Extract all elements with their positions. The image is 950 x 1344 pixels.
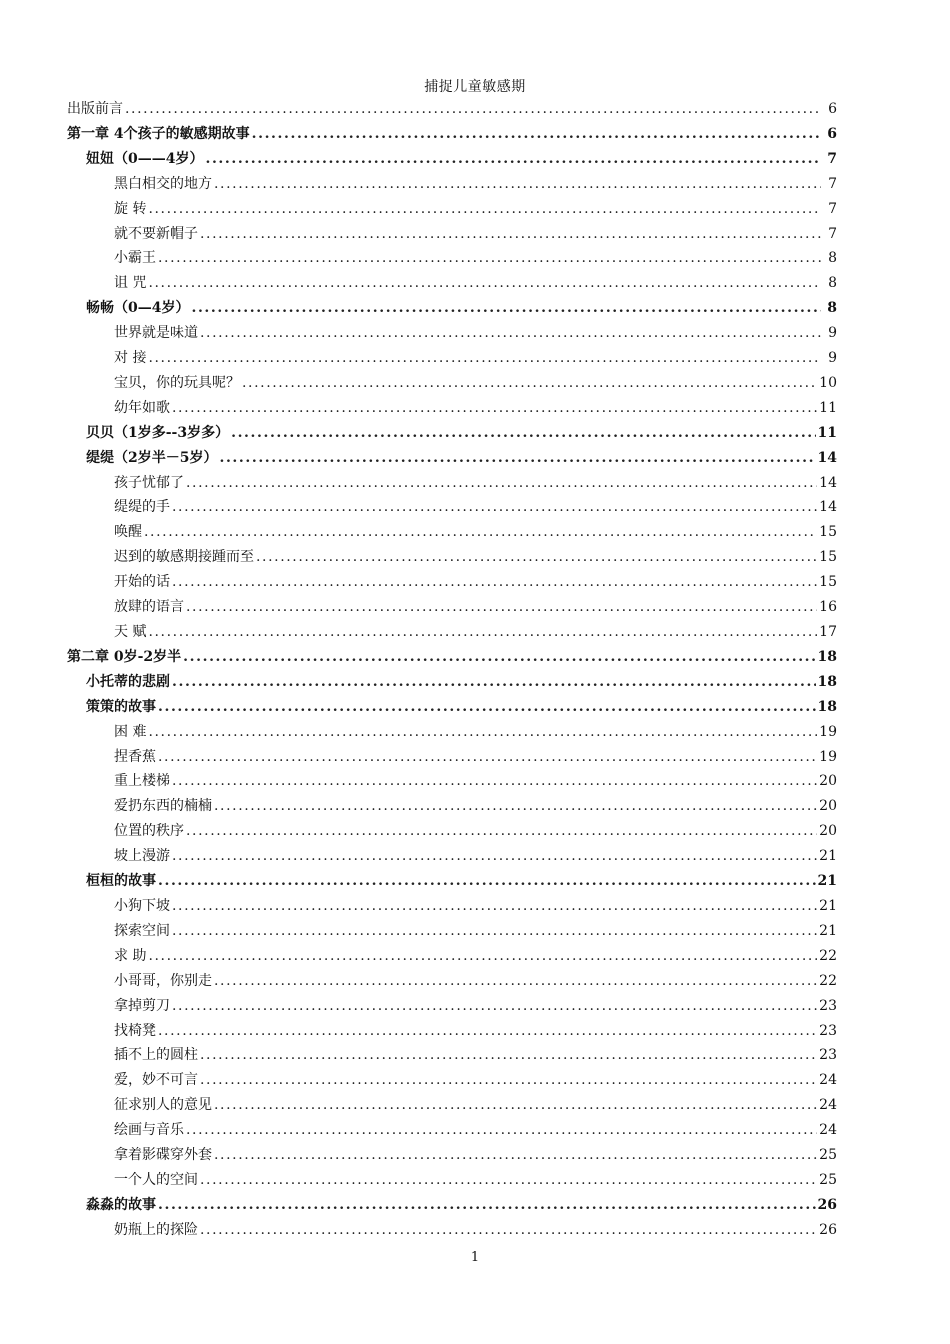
toc-entry-label: 开始的话: [114, 574, 170, 591]
toc-dot-leader: [186, 1118, 817, 1143]
toc-entry-label: 第二章 0岁-2岁半: [67, 648, 182, 665]
toc-dot-leader: [200, 1043, 817, 1068]
toc-entry-label: 奶瓶上的探险: [114, 1221, 198, 1238]
toc-entry-label: 迟到的敏感期接踵而至: [114, 549, 254, 566]
toc-entry[interactable]: [67, 197, 837, 222]
toc-entry[interactable]: [67, 745, 837, 770]
toc-dot-leader: [186, 819, 817, 844]
toc-entry-label: 缇缇（2岁半－5岁）: [86, 449, 218, 466]
toc-entry[interactable]: [67, 844, 837, 869]
toc-dot-leader: [172, 496, 817, 521]
toc-dot-leader: [125, 97, 821, 122]
toc-entry[interactable]: [67, 919, 837, 944]
toc-entry-page: 14: [819, 499, 837, 516]
toc-entry-label: 天 赋: [114, 624, 147, 641]
toc-entry-page: 21: [819, 848, 837, 865]
toc-entry-page: 19: [819, 723, 837, 740]
toc-dot-leader: [158, 1193, 816, 1218]
toc-dot-leader: [172, 994, 817, 1019]
toc-dot-leader: [172, 919, 817, 944]
toc-dot-leader: [158, 745, 817, 770]
toc-entry-label: 拿掉剪刀: [114, 997, 170, 1014]
toc-dot-leader: [172, 670, 816, 695]
toc-entry[interactable]: [67, 570, 837, 595]
toc-entry-label: 妞妞（0——4岁）: [86, 150, 204, 167]
toc-dot-leader: [200, 1168, 817, 1193]
toc-entry-page: 25: [819, 1147, 837, 1164]
toc-entry[interactable]: [67, 620, 837, 645]
toc-entry-page: 20: [819, 773, 837, 790]
toc-entry[interactable]: [67, 371, 837, 396]
toc-entry[interactable]: [67, 97, 837, 122]
toc-entry-page: 24: [819, 1122, 837, 1139]
toc-dot-leader: [148, 620, 817, 645]
toc-entry-label: 征求别人的意见: [114, 1097, 212, 1114]
toc-entry-label: 世界就是味道: [114, 325, 198, 342]
toc-dot-leader: [148, 720, 817, 745]
toc-entry[interactable]: [67, 1043, 837, 1068]
toc-entry-label: 重上楼梯: [114, 773, 170, 790]
toc-dot-leader: [148, 944, 817, 969]
toc-entry-page: 8: [827, 300, 837, 317]
toc-entry[interactable]: [67, 222, 837, 247]
toc-entry[interactable]: [67, 969, 837, 994]
toc-entry-page: 6: [827, 125, 837, 142]
toc-dot-leader: [186, 471, 817, 496]
toc-entry-page: 21: [817, 873, 837, 890]
toc-entry-label: 策策的故事: [86, 698, 156, 715]
toc-entry-page: 14: [817, 449, 837, 466]
toc-dot-leader: [200, 321, 821, 346]
page-number: 1: [470, 1250, 480, 1265]
toc-entry-label: 淼淼的故事: [86, 1196, 156, 1213]
toc-entry[interactable]: [67, 1118, 837, 1143]
toc-dot-leader: [172, 769, 817, 794]
toc-entry[interactable]: [67, 496, 837, 521]
toc-entry-label: 一个人的空间: [114, 1171, 198, 1188]
toc-entry-label: 出版前言: [67, 100, 123, 117]
toc-entry[interactable]: [67, 396, 837, 421]
toc-dot-leader: [172, 570, 817, 595]
toc-entry-page: 18: [817, 673, 837, 690]
toc-dot-leader: [214, 794, 817, 819]
toc-entry[interactable]: [67, 1218, 837, 1243]
toc-dot-leader: [172, 844, 817, 869]
toc-entry[interactable]: [67, 1193, 837, 1218]
toc-entry-page: 14: [819, 474, 837, 491]
toc-entry-label: 黑白相交的地方: [114, 175, 212, 192]
toc-entry-page: 6: [828, 100, 837, 117]
toc-entry-page: 24: [819, 1072, 837, 1089]
toc-dot-leader: [219, 446, 815, 471]
toc-entry-label: 求 助: [114, 947, 147, 964]
toc-entry-page: 26: [817, 1196, 837, 1213]
toc-dot-leader: [158, 1019, 817, 1044]
toc-entry-page: 7: [828, 225, 837, 242]
toc-entry-label: 找椅凳: [114, 1022, 156, 1039]
toc-entry-page: 20: [819, 798, 837, 815]
toc-entry[interactable]: [67, 944, 837, 969]
toc-dot-leader: [256, 545, 817, 570]
toc-entry[interactable]: [67, 1068, 837, 1093]
toc-dot-leader: [191, 296, 821, 321]
toc-entry-page: 21: [819, 922, 837, 939]
toc-entry-label: 放肆的语言: [114, 599, 184, 616]
toc-dot-leader: [214, 1143, 817, 1168]
toc-entry[interactable]: [67, 1168, 837, 1193]
toc-entry-page: 15: [819, 574, 837, 591]
toc-entry-label: 爱扔东西的楠楠: [114, 798, 212, 815]
toc-entry[interactable]: [67, 645, 837, 670]
toc-dot-leader: [158, 695, 816, 720]
toc-dot-leader: [214, 969, 817, 994]
toc-entry-label: 小哥哥，你别走: [114, 972, 212, 989]
toc-entry[interactable]: [67, 1019, 837, 1044]
toc-entry-label: 桓桓的故事: [86, 873, 156, 890]
toc-entry-label: 探索空间: [114, 922, 170, 939]
toc-entry-page: 9: [828, 350, 837, 367]
toc-dot-leader: [214, 172, 821, 197]
toc-entry[interactable]: [67, 421, 837, 446]
toc-entry-label: 爱，妙不可言: [114, 1072, 198, 1089]
toc-entry[interactable]: [67, 869, 837, 894]
toc-entry[interactable]: [67, 321, 837, 346]
toc-dot-leader: [205, 147, 821, 172]
toc-entry-label: 插不上的圆柱: [114, 1047, 198, 1064]
toc-entry-label: 绘画与音乐: [114, 1122, 184, 1139]
toc-dot-leader: [144, 520, 817, 545]
toc-entry-page: 26: [819, 1221, 837, 1238]
toc-dot-leader: [158, 246, 821, 271]
toc-entry-label: 孩子忧郁了: [114, 474, 184, 491]
toc-dot-leader: [158, 869, 816, 894]
toc-entry[interactable]: [67, 296, 837, 321]
toc-entry[interactable]: [67, 271, 837, 296]
toc-dot-leader: [148, 346, 821, 371]
toc-entry-page: 21: [819, 897, 837, 914]
toc-dot-leader: [186, 595, 817, 620]
toc-entry-page: 7: [828, 200, 837, 217]
toc-entry-page: 11: [819, 399, 837, 416]
toc-entry[interactable]: [67, 122, 837, 147]
toc-entry[interactable]: [67, 520, 837, 545]
toc-entry-page: 10: [819, 374, 837, 391]
toc-entry-page: 16: [819, 599, 837, 616]
toc-entry-label: 旋 转: [114, 200, 147, 217]
toc-entry-page: 22: [819, 947, 837, 964]
toc-entry-page: 24: [819, 1097, 837, 1114]
toc-entry-page: 23: [819, 1022, 837, 1039]
toc-entry-page: 9: [828, 325, 837, 342]
toc-entry[interactable]: [67, 446, 837, 471]
toc-entry-label: 小托蒂的悲剧: [86, 673, 170, 690]
toc-entry-label: 畅畅（0—4岁）: [86, 300, 190, 317]
toc-entry-page: 8: [828, 275, 837, 292]
document-title: 捕捉儿童敏感期: [424, 79, 526, 95]
toc-entry-label: 幼年如歌: [114, 399, 170, 416]
toc-entry-label: 坡上漫游: [114, 848, 170, 865]
toc-entry[interactable]: [67, 794, 837, 819]
toc-entry[interactable]: [67, 1093, 837, 1118]
toc-dot-leader: [200, 222, 821, 247]
toc-entry-label: 小霸王: [114, 250, 156, 267]
toc-entry[interactable]: [67, 894, 837, 919]
toc-dot-leader: [172, 396, 817, 421]
toc-dot-leader: [252, 122, 821, 147]
toc-entry-label: 宝贝，你的玩具呢？: [114, 374, 240, 391]
toc-dot-leader: [231, 421, 815, 446]
toc-dot-leader: [200, 1068, 817, 1093]
toc-entry-page: 19: [819, 748, 837, 765]
toc-entry-page: 17: [819, 624, 837, 641]
toc-entry[interactable]: [67, 994, 837, 1019]
toc-entry-page: 11: [817, 424, 837, 441]
toc-entry-label: 对 接: [114, 350, 147, 367]
toc-dot-leader: [148, 271, 821, 296]
toc-entry-page: 23: [819, 1047, 837, 1064]
toc-entry[interactable]: [67, 545, 837, 570]
toc-entry-label: 拿着影碟穿外套: [114, 1147, 212, 1164]
toc-dot-leader: [183, 645, 815, 670]
toc-entry[interactable]: [67, 720, 837, 745]
toc-entry-page: 7: [828, 175, 837, 192]
toc-entry-label: 捏香蕉: [114, 748, 156, 765]
toc-entry-page: 8: [828, 250, 837, 267]
toc-entry-label: 唤醒: [114, 524, 142, 541]
toc-entry[interactable]: [67, 147, 837, 172]
toc-entry[interactable]: [67, 246, 837, 271]
toc-entry-page: 23: [819, 997, 837, 1014]
toc-entry[interactable]: [67, 670, 837, 695]
toc-entry-label: 贝贝（1岁多--3岁多）: [86, 424, 230, 441]
toc-entry[interactable]: [67, 695, 837, 720]
toc-dot-leader: [214, 1093, 817, 1118]
toc-entry[interactable]: [67, 819, 837, 844]
toc-entry-page: 22: [819, 972, 837, 989]
toc-entry-label: 就不要新帽子: [114, 225, 198, 242]
toc-entry-page: 20: [819, 823, 837, 840]
toc-entry-label: 缇缇的手: [114, 499, 170, 516]
toc-entry-page: 25: [819, 1171, 837, 1188]
toc-entry[interactable]: [67, 471, 837, 496]
toc-entry-page: 18: [817, 648, 837, 665]
toc-dot-leader: [172, 894, 817, 919]
toc-entry-label: 诅 咒: [114, 275, 147, 292]
toc-entry[interactable]: [67, 1143, 837, 1168]
toc-entry[interactable]: [67, 172, 837, 197]
toc-dot-leader: [148, 197, 821, 222]
toc-entry[interactable]: [67, 769, 837, 794]
toc-entry[interactable]: [67, 595, 837, 620]
toc-entry-page: 18: [817, 698, 837, 715]
toc-dot-leader: [200, 1218, 817, 1243]
toc-entry-label: 困 难: [114, 723, 147, 740]
toc-entry-page: 15: [819, 524, 837, 541]
toc-entry-page: 15: [819, 549, 837, 566]
toc-entry[interactable]: [67, 346, 837, 371]
toc-entry-page: 7: [827, 150, 837, 167]
table-of-contents: [67, 97, 837, 1243]
toc-entry-label: 位置的秩序: [114, 823, 184, 840]
toc-entry-label: 小狗下坡: [114, 897, 170, 914]
toc-dot-leader: [242, 371, 817, 396]
toc-entry-label: 第一章 4个孩子的敏感期故事: [67, 125, 250, 142]
